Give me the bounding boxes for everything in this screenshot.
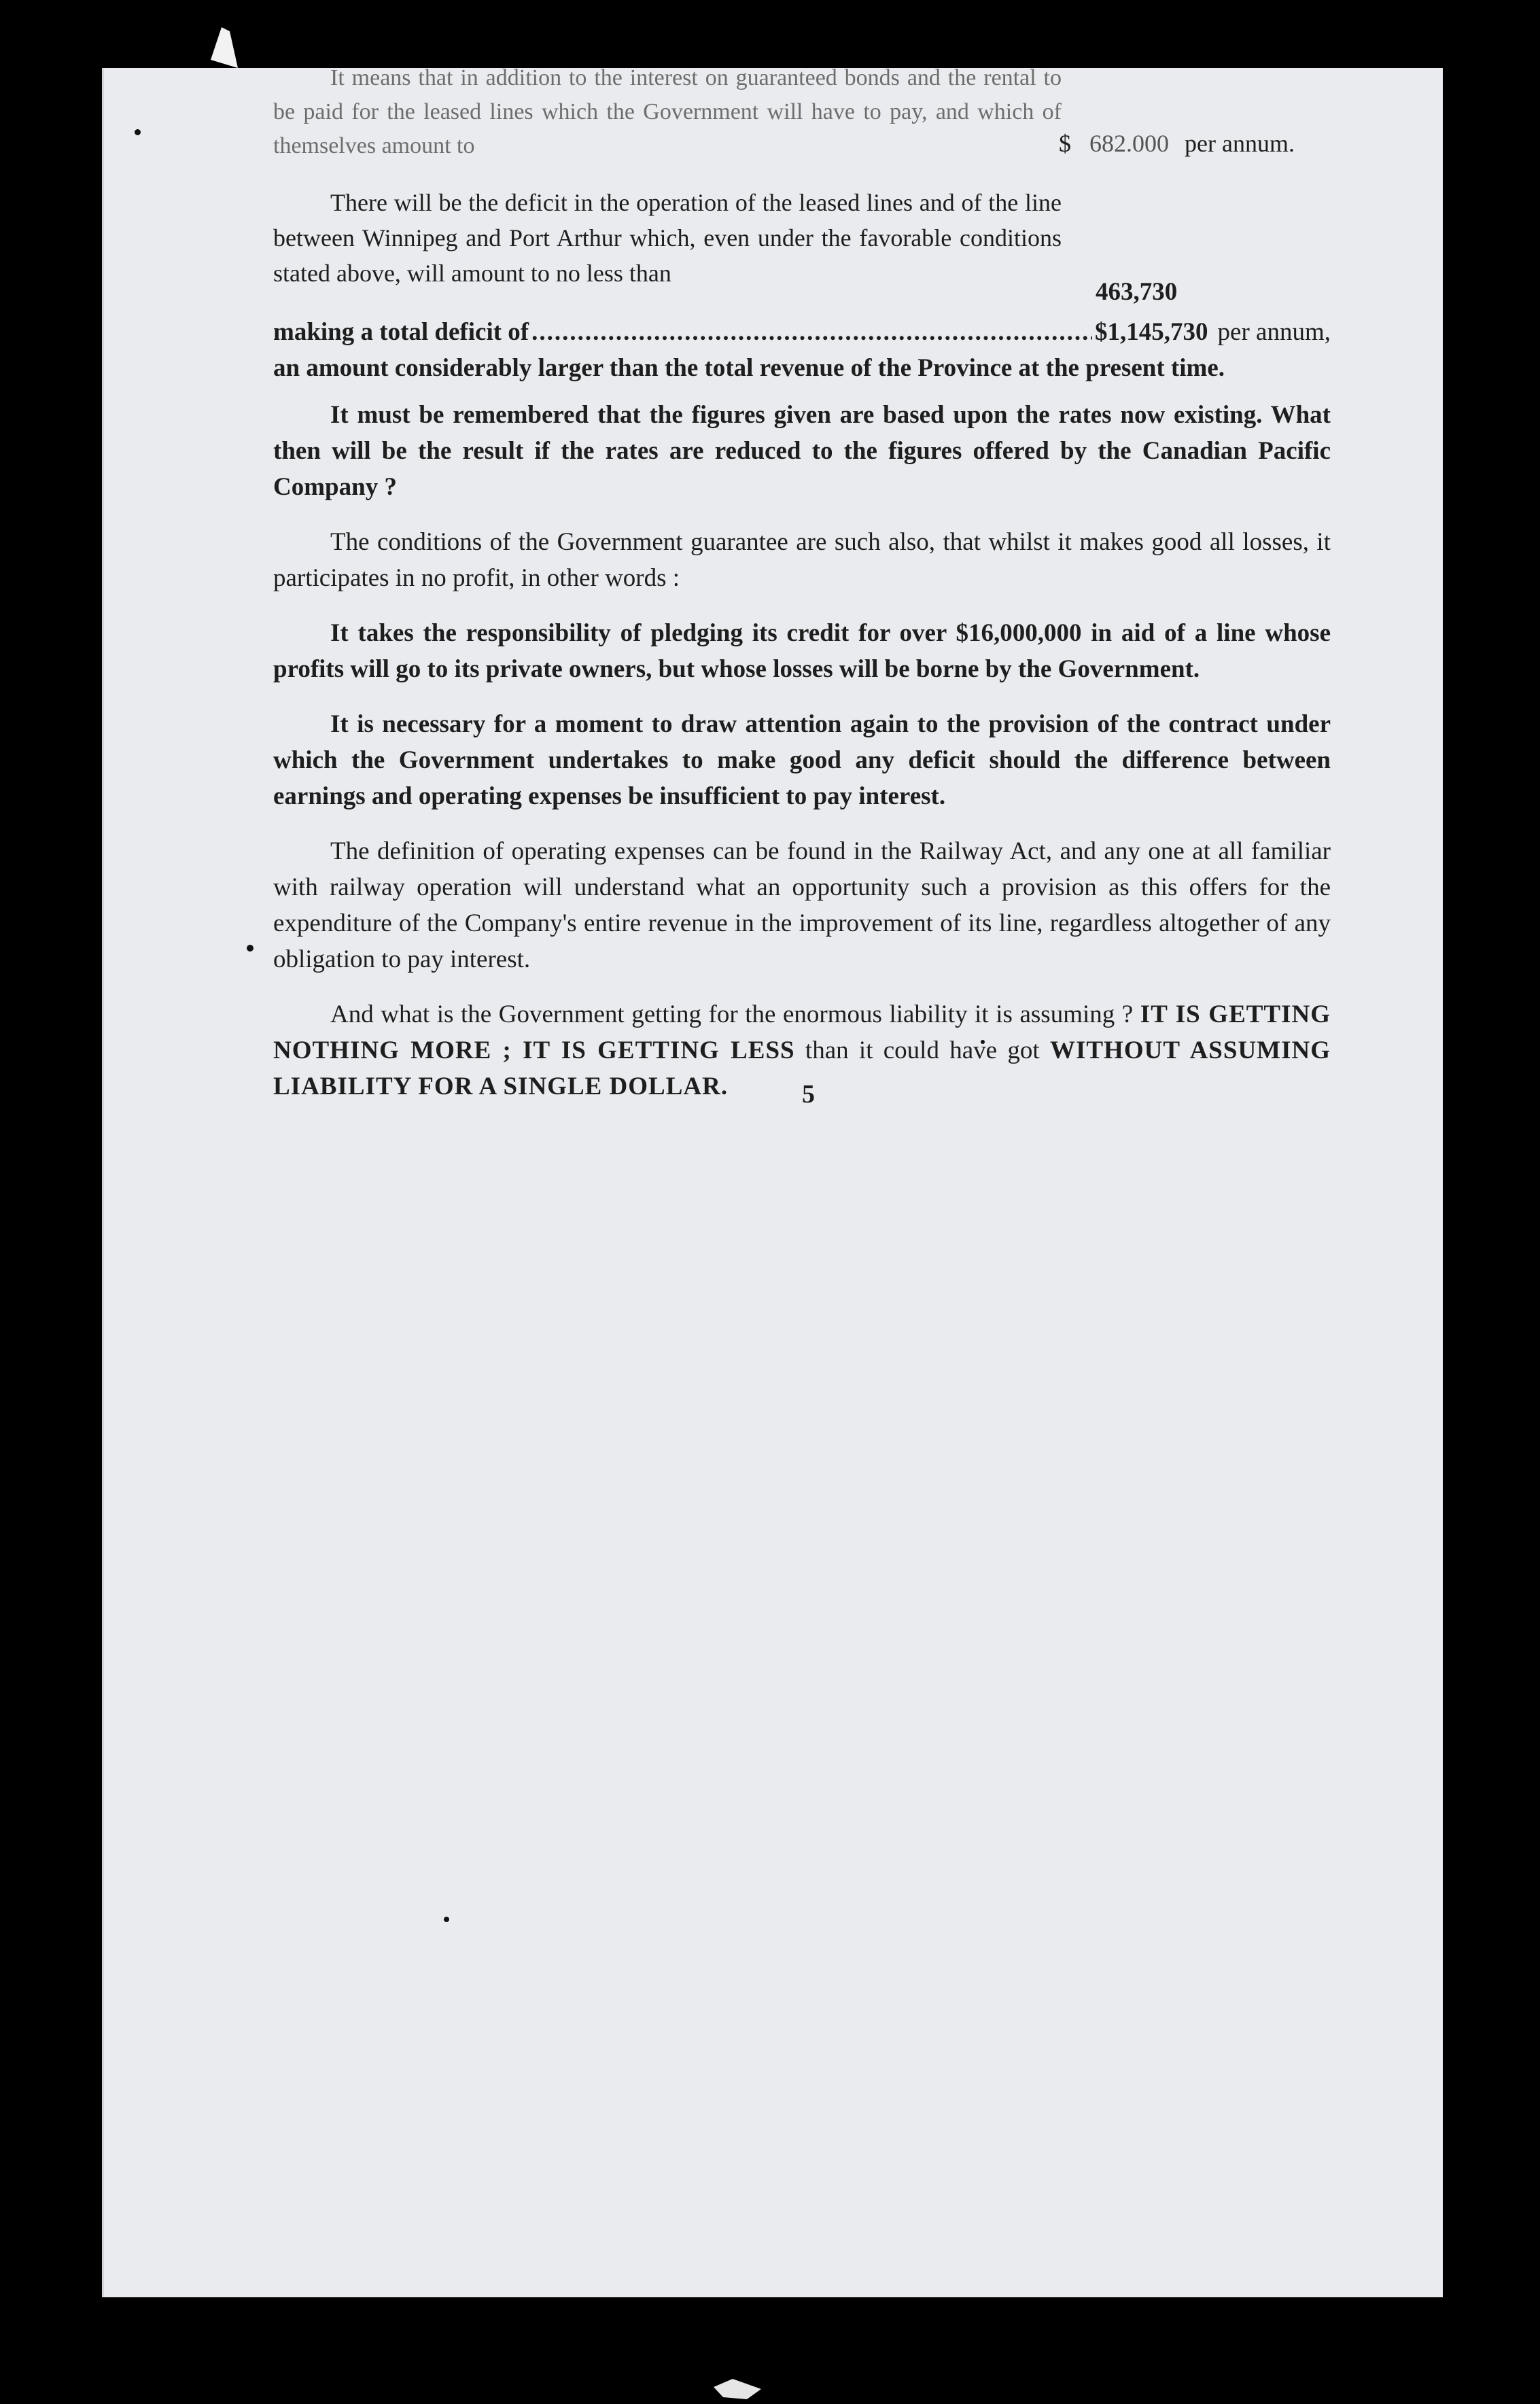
paragraph-rates: It must be remembered that the figures given are based upon the rates now existing. What then will be the result if the rates are reduced to the figures offered by the Canadian Pacific Company ? [273,401,1331,501]
conclusion-mid: than it could have got [805,1036,1040,1064]
conclusion-caps-1: IT IS GETTING NOTHING MORE ; IT IS GETTING LESS [273,1000,1331,1064]
amount-unit: per annum. [1185,130,1295,157]
dot-leader [531,314,1092,350]
total-tail: an amount considerably larger than the total revenue of the Province at the present time. [273,354,1225,382]
paragraph-text: It means that in addition to the interest on guaranteed bonds and the rental to be paid for the leased lines which the Government will have to pay, and which of themselves amount to [273,65,1062,158]
currency-sign: $ [1059,130,1071,157]
amount-value: 682.000 [1089,130,1169,157]
paragraph-responsibility: It takes the responsibility of pledging its credit for over $16,000,000 in aid of a line whose profits will go to its private owners, but whose losses will be borne by the Government. [273,619,1331,683]
amount-682000 [1059,129,1295,158]
body-text [273,397,1331,1104]
scan-artifact [714,2379,761,2399]
conclusion-caps-2: WITHOUT ASSUMING LIABILITY FOR A SINGLE DOLLAR. [273,1036,1331,1100]
scan-artifact [211,27,238,68]
page-number: 5 [802,1080,815,1109]
total-unit: per annum, [1217,318,1331,346]
conclusion-lead: And what is the Government getting for the enormous liability it is assuming ? [330,1000,1134,1028]
paragraph-text: There will be the deficit in the operation of the leased lines and of the line between Winnipeg and Port Arthur which, even under the favorable conditions stated above, will amount to no less than [273,189,1062,287]
total-label: making a total deficit of [273,318,529,346]
paragraph-provision: It is necessary for a moment to draw attention again to the provision of the contract under which the Government undertakes to make good any deficit should the difference between earnings and operating expenses be insufficient to pay interest. [273,710,1331,810]
paragraph-operating-expenses: The definition of operating expenses can be found in the Railway Act, and any one at all familiar with railway operation will understand what an opportunity such a provision as this offers for the expenditure of the Company's entire revenue in the improvement of its line, regardless altogether of any obligation to pay interest. [273,837,1331,973]
amount-463730: 463,730 [1096,278,1178,306]
total-amount: $1,145,730 [1095,318,1208,346]
paragraph-deficit [273,185,1062,291]
paragraph-guaranteed-bonds [273,61,1062,163]
total-deficit-line [273,314,1331,386]
paragraph-conditions: The conditions of the Government guarantee are such also, that whilst it makes good all losses, it participates in no profit, in other words : [273,528,1331,592]
